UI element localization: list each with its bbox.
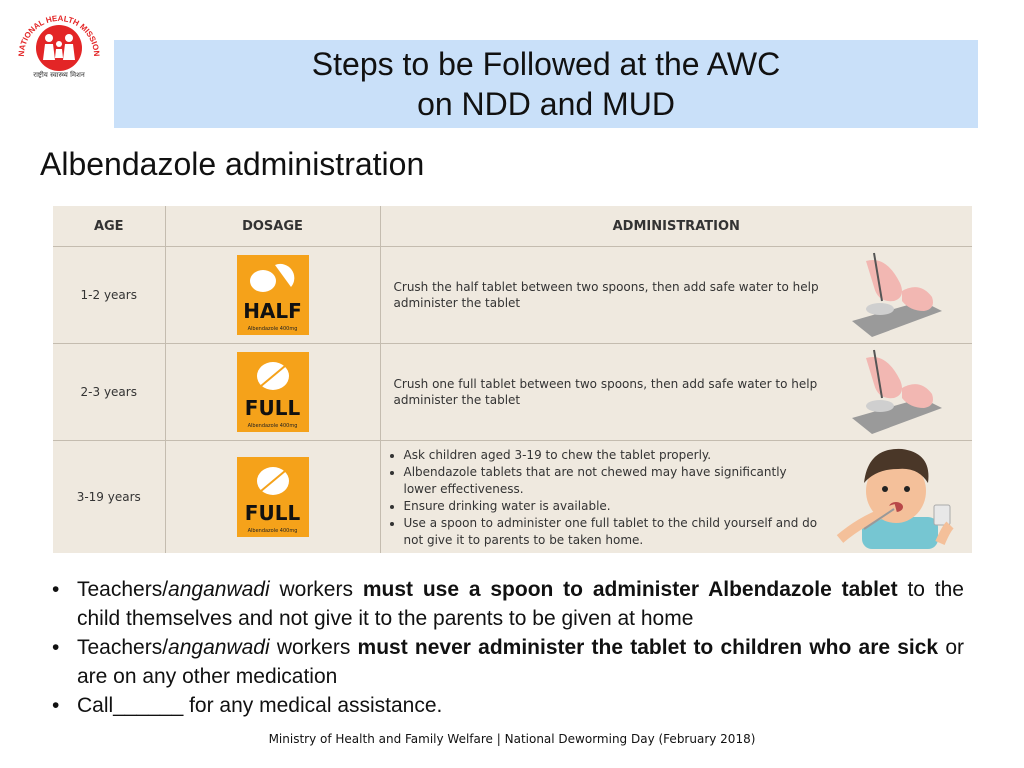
age-cell: 2-3 years bbox=[53, 344, 165, 441]
header-dosage: DOSAGE bbox=[165, 206, 380, 247]
section-title: Albendazole administration bbox=[40, 146, 425, 182]
dosage-note: Albendazole 400mg bbox=[247, 326, 298, 332]
header-age: AGE bbox=[53, 206, 165, 247]
administration-text: Crush the half tablet between two spoons, then add safe water to help administer the tablet bbox=[393, 280, 819, 310]
instructions-list bbox=[52, 575, 964, 720]
header-administration: ADMINISTRATION bbox=[380, 206, 972, 247]
list-item: • Teachers/anganwadi workers must never administer the tablet to children who are sick or are on any other medication bbox=[52, 633, 964, 691]
table-row bbox=[53, 247, 972, 344]
table-row bbox=[53, 344, 972, 441]
dosage-cell bbox=[165, 247, 380, 344]
administration-text: Crush one full tablet between two spoons, then add safe water to help administer the tablet bbox=[393, 377, 818, 407]
dosage-note: Albendazole 400mg bbox=[247, 528, 298, 534]
dosage-note: Albendazole 400mg bbox=[247, 423, 298, 429]
list-item: • Ensure drinking water is available. bbox=[404, 498, 823, 515]
administration-list bbox=[394, 447, 823, 549]
dosage-word: FULL bbox=[244, 501, 301, 525]
list-item: • Use a spoon to administer one full tablet to the child yourself and do not give it to parents to be taken home. bbox=[404, 515, 823, 549]
dosage-word: FULL bbox=[244, 396, 301, 420]
slide-title-banner bbox=[114, 40, 978, 128]
nhm-logo bbox=[14, 8, 104, 78]
dosage-card-half bbox=[237, 255, 309, 335]
dosage-card-full bbox=[237, 352, 309, 432]
administration-cell bbox=[380, 344, 972, 441]
table-header-row bbox=[53, 206, 972, 247]
dosage-cell bbox=[165, 441, 380, 554]
age-cell: 3-19 years bbox=[53, 441, 165, 554]
slide-footer: Ministry of Health and Family Welfare | National Deworming Day (February 2018) bbox=[268, 732, 756, 746]
list-item: • Ask children aged 3-19 to chew the tablet properly. bbox=[404, 447, 823, 464]
full-tablet-icon bbox=[247, 358, 299, 394]
crushing-tablet-spoons-icon bbox=[852, 251, 942, 339]
list-item: • Albendazole tablets that are not chewed may have significantly lower effectiveness. bbox=[404, 464, 823, 498]
full-tablet-icon bbox=[247, 463, 299, 499]
half-tablet-icon bbox=[247, 261, 299, 297]
logo-arc-text: NATIONAL HEALTH MISSION bbox=[16, 13, 102, 57]
slide-title-line-1: Steps to be Followed at the AWC bbox=[311, 46, 781, 82]
logo-tagline: राष्ट्रीय स्वास्थ्य मिशन bbox=[33, 71, 85, 78]
age-cell: 1-2 years bbox=[53, 247, 165, 344]
dosage-word: HALF bbox=[243, 299, 302, 323]
list-item: • Teachers/anganwadi workers must use a spoon to administer Albendazole tablet to the child themselves and not give it to the parents to be given at home bbox=[52, 575, 964, 633]
administration-cell bbox=[380, 441, 972, 554]
table-row bbox=[53, 441, 972, 554]
family-emblem-icon bbox=[14, 8, 104, 78]
administration-cell bbox=[380, 247, 972, 344]
list-item: • Call______ for any medical assistance. bbox=[52, 691, 964, 720]
slide-title-line-2: on NDD and MUD bbox=[417, 86, 675, 122]
dosage-card-full bbox=[237, 457, 309, 537]
child-taking-tablet-icon bbox=[836, 443, 964, 549]
crushing-tablet-spoons-icon bbox=[852, 348, 942, 436]
dosage-cell bbox=[165, 344, 380, 441]
albendazole-dosage-table bbox=[53, 206, 972, 553]
